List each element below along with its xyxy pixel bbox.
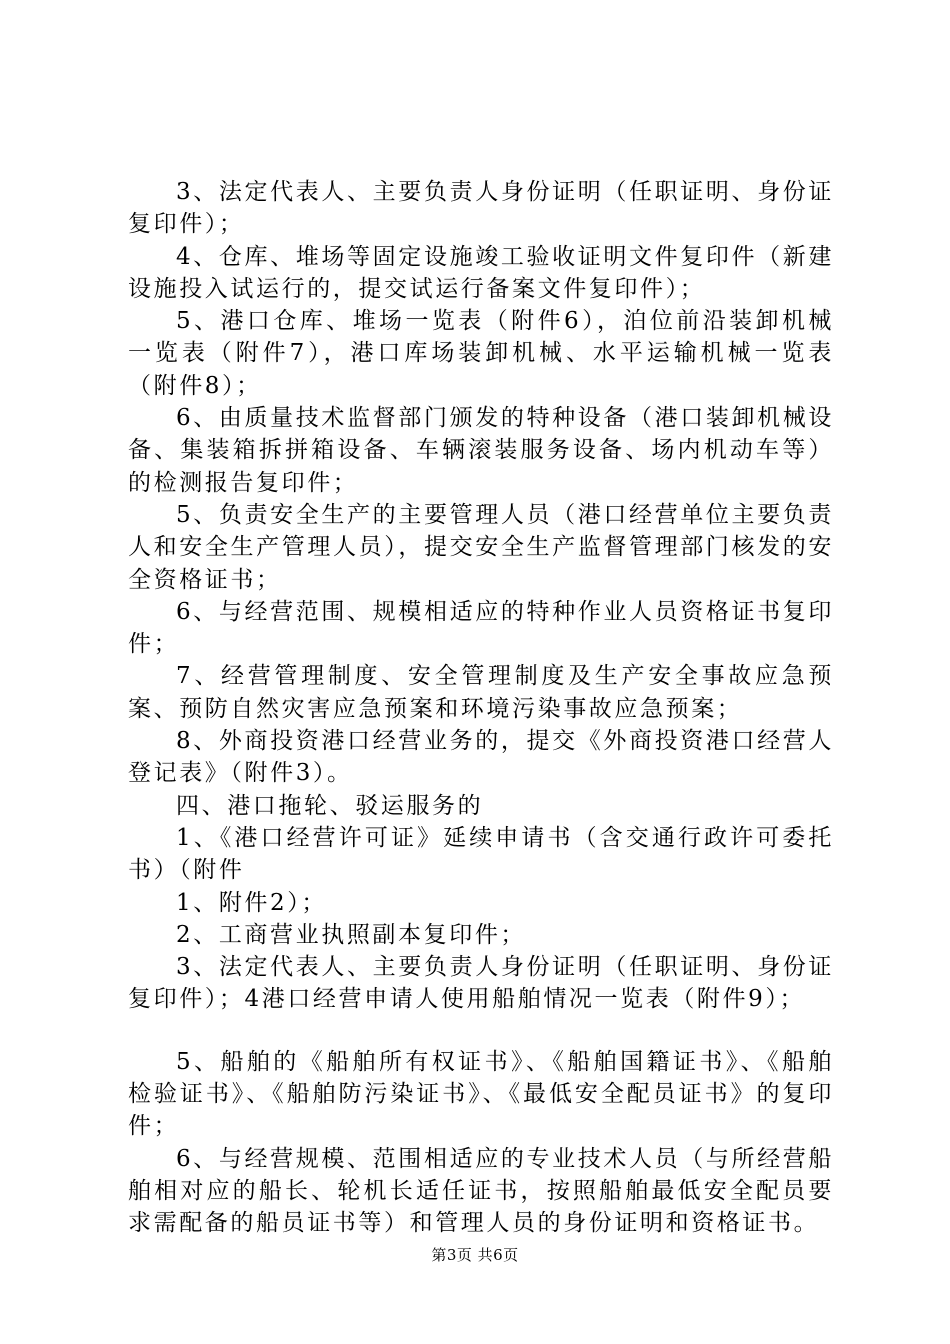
paragraph-4: 6、由质量技术监督部门颁发的特种设备（港口装卸机械设备、集装箱拆拼箱设备、车辆滚装服务设备、场内机动车等）的检测报告复印件； [128, 405, 834, 496]
paragraph-1: 3、法定代表人、主要负责人身份证明（任职证明、身份证复印件）； [128, 179, 834, 238]
paragraph-14: 6、与经营规模、范围相适应的专业技术人员（与所经营船舶相对应的船长、轮机长适任证书，按照船舶最低安全配员要求需配备的船员证书等）和管理人员的身份证明和资格证书。 [128, 1145, 834, 1237]
paragraph-6: 6、与经营范围、规模相适应的特种作业人员资格证书复印件； [128, 598, 834, 658]
paragraph-13: 5、船舶的《船舶所有权证书》、《船舶国籍证书》、《船舶检验证书》、《船舶防污染证书》、《最低安全配员证书》的复印件； [128, 1048, 834, 1140]
paragraph-12: 3、法定代表人、主要负责人身份证明（任职证明、身份证复印件）；4港口经营申请人使用船舶情况一览表（附件9）； [128, 954, 834, 1013]
paragraph-9: 1、《港口经营许可证》延续申请书（含交通行政许可委托书）（附件 [128, 824, 834, 884]
paragraph-8: 8、外商投资港口经营业务的，提交《外商投资港口经营人登记表》（附件3）。 [128, 728, 834, 787]
paragraph-7: 7、经营管理制度、安全管理制度及生产安全事故应急预案、预防自然灾害应急预案和环境污染事故应急预案； [128, 663, 834, 722]
paragraph-2: 4、仓库、堆场等固定设施竣工验收证明文件复印件（新建设施投入试运行的，提交试运行备案文件复印件）； [128, 243, 834, 302]
document-body [128, 176, 834, 1240]
paragraph-11: 2、工商营业执照副本复印件； [176, 921, 527, 948]
paragraph-10: 1、附件2）； [176, 889, 327, 916]
section-heading: 四、港口拖轮、驳运服务的 [176, 792, 484, 819]
paragraph-5: 5、负责安全生产的主要管理人员（港口经营单位主要负责人和安全生产管理人员），提交安全生产监督管理部门核发的安全资格证书； [128, 501, 834, 593]
paragraph-3: 5、港口仓库、堆场一览表（附件6），泊位前沿装卸机械一览表（附件7），港口库场装卸机械、水平运输机械一览表（附件8）； [128, 308, 834, 399]
page-number-footer: 第3页 共6页 [431, 1246, 519, 1264]
